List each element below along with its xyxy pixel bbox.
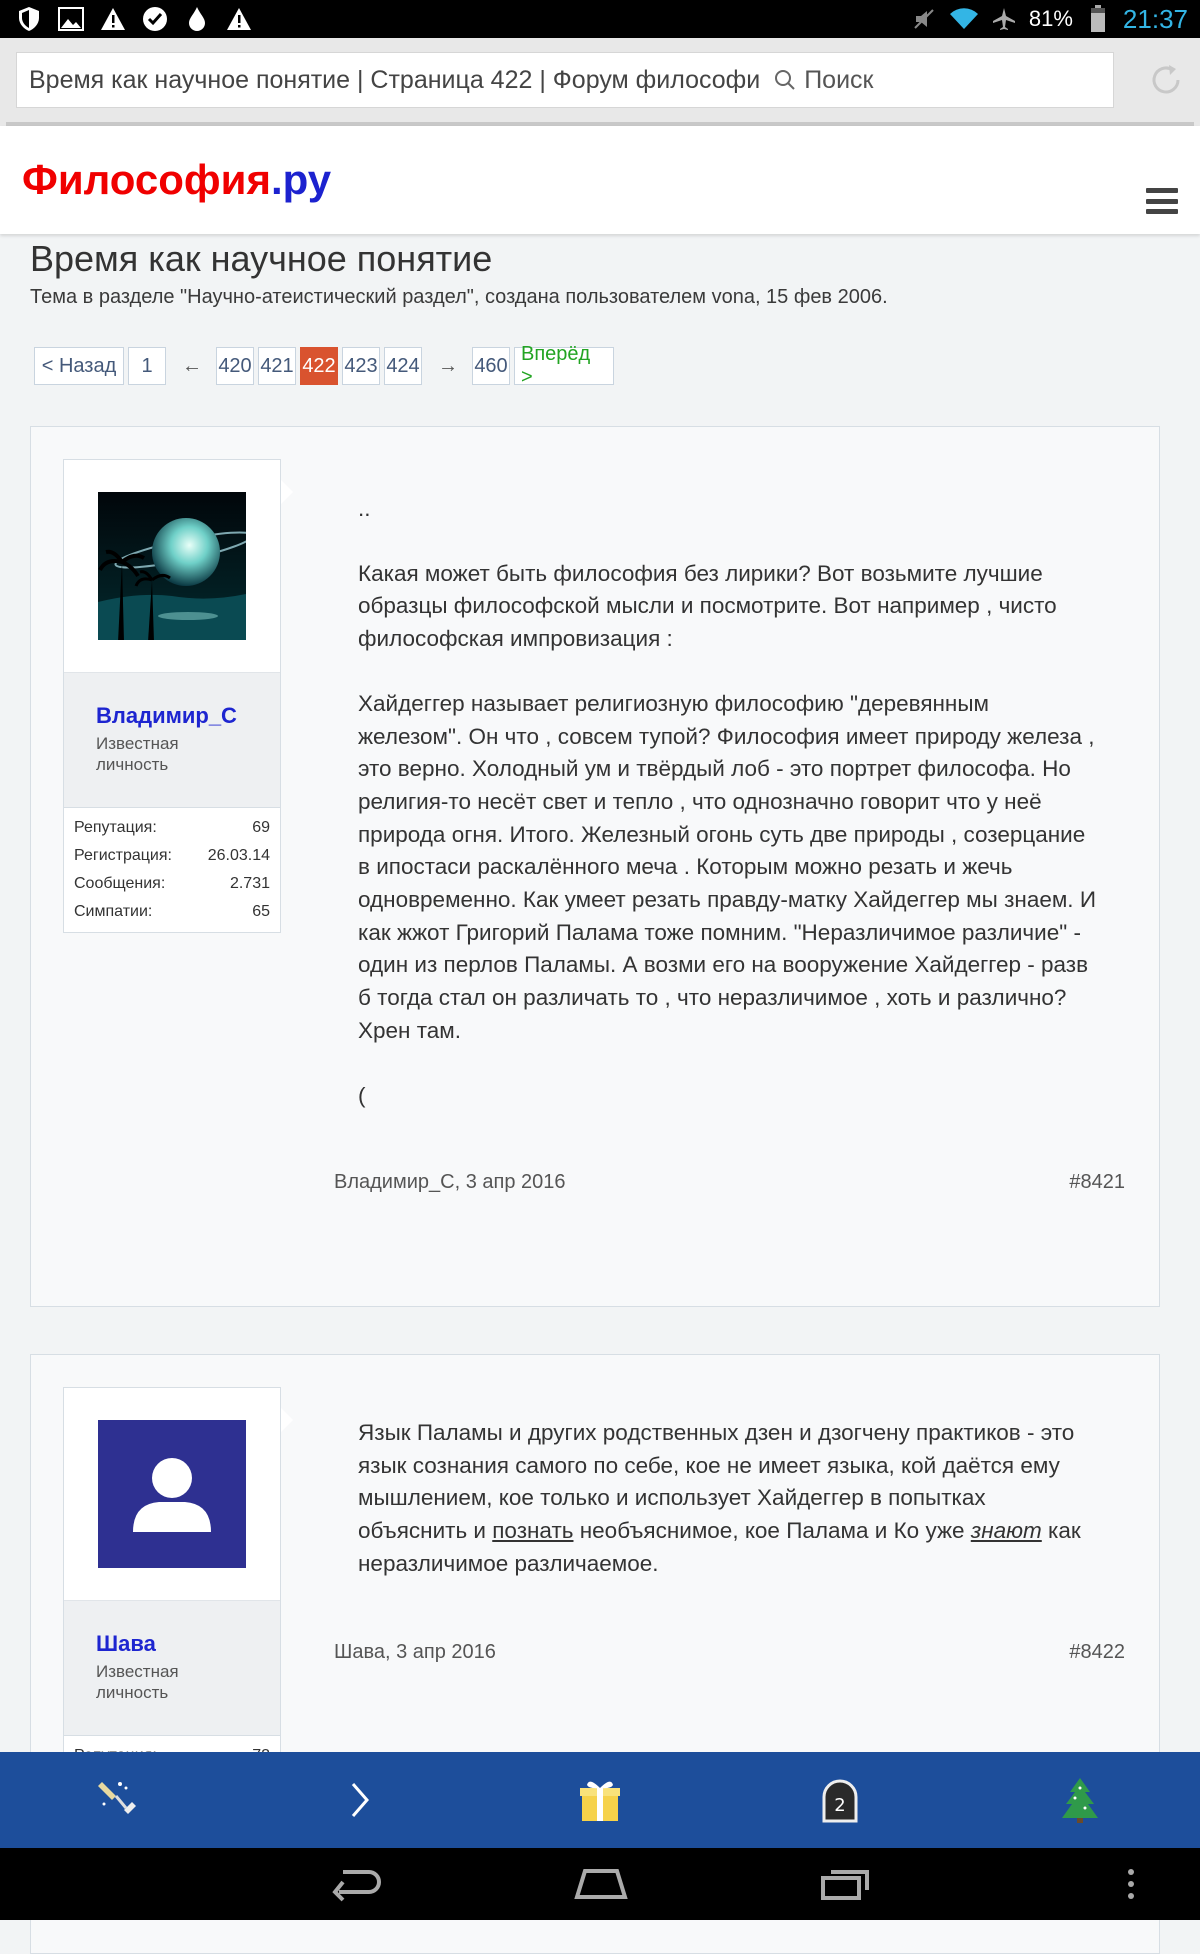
battery-icon [1083, 4, 1113, 34]
message-text: Язык Паламы и других родственных дзен и дзогчену практиков - это язык сознания самого по себе, кое не имеет языка, кой даётся ему мышлением, кое только и использует Хайдеггер в попытках объяснить и [358, 1420, 1075, 1544]
underlined-word: познать [492, 1518, 574, 1544]
post [30, 426, 1160, 1307]
stat-label: Симпатии: [74, 903, 153, 920]
message-text: как неразличимое различаемое. [358, 1518, 1081, 1576]
home-icon [571, 1867, 631, 1901]
page-link[interactable]: 424 [384, 347, 422, 385]
warning-icon [224, 4, 254, 34]
stat-row [74, 898, 270, 926]
user-title: Известная личность [96, 734, 179, 774]
mute-icon [909, 4, 939, 34]
search-field[interactable] [774, 66, 873, 95]
message-paragraph: Какая может быть философия без лирики? Вот возьмите лучшие образцы философской мысли и посмотрите. Вот например , чисто философская импровизация : [358, 560, 1057, 652]
message-paragraph: .. [358, 496, 371, 521]
user-stats [64, 807, 280, 932]
recents-icon [817, 1866, 873, 1902]
back-icon [329, 1866, 385, 1902]
page-link[interactable]: 423 [342, 347, 380, 385]
tree-button[interactable] [1040, 1760, 1120, 1840]
stat-row [74, 814, 270, 842]
logo-text-domain: .ру [271, 156, 332, 203]
wifi-icon [949, 4, 979, 34]
chevron-right-icon [345, 1780, 375, 1820]
stat-value: 69 [252, 819, 270, 836]
post-author-date[interactable]: Шава, 3 апр 2016 [334, 1641, 496, 1663]
reload-icon [1148, 62, 1184, 98]
back-button[interactable] [312, 1858, 402, 1910]
stat-value: 26.03.14 [207, 847, 270, 864]
tabs-button[interactable] [800, 1760, 880, 1840]
site-logo[interactable] [22, 156, 331, 204]
notification-icons [14, 4, 254, 34]
home-button[interactable] [556, 1858, 646, 1910]
tabs-counter-icon [818, 1777, 862, 1823]
check-badge-icon [140, 4, 170, 34]
avatar[interactable] [98, 1420, 246, 1568]
username-link[interactable]: Владимир_С [96, 703, 237, 728]
stat-row [74, 842, 270, 870]
address-bar[interactable] [16, 52, 1114, 108]
image-icon [56, 4, 86, 34]
champagne-button[interactable] [80, 1760, 160, 1840]
overflow-menu-button[interactable] [1116, 1858, 1146, 1910]
battery-percent: 81% [1028, 6, 1073, 31]
logo-text-main: Философия [22, 156, 271, 203]
stat-value: 65 [252, 903, 270, 920]
airplane-icon [989, 4, 1019, 34]
champagne-icon [96, 1776, 144, 1824]
shield-icon [14, 4, 44, 34]
message-paragraph: ( [358, 1082, 366, 1108]
system-indicators [909, 0, 1188, 38]
page-link-current[interactable]: 422 [300, 347, 338, 385]
forward-button[interactable] [320, 1760, 400, 1840]
page-link-first[interactable]: 1 [128, 347, 166, 385]
search-icon [774, 69, 796, 91]
stat-label: Сообщения: [74, 875, 166, 892]
overflow-icon [1127, 1868, 1135, 1900]
username-link[interactable]: Шава [96, 1631, 156, 1656]
thread-title: Время как научное понятие [30, 238, 493, 279]
clock: 21:37 [1122, 3, 1188, 34]
underlined-italic-word: знают [970, 1518, 1042, 1544]
page-link-last[interactable]: 460 [472, 347, 510, 385]
thread-description: Тема в разделе "Научно-атеистический раздел", создана пользователем vona, 15 фев 2006. [30, 286, 888, 308]
drop-icon [182, 4, 212, 34]
user-silhouette-icon [129, 1456, 215, 1532]
message-paragraph: Хайдеггер называет религиозную философию "деревянным железом". Он что , совсем тупой? Философия имеет природу железа , это верно. Холодный ум и твёрдый лоб - это портрет философа. Но религия-то несёт свет и тепло , что однозначно говорит что у неё природа огня. Итого. Железный огонь суть две природы , созерцание в ипостаси раскалённого меча . Которым можно резать и жечь одновременно. Как умеет резать правду-матку Хайдеггер мы знаем. И как жжот Григорий Палама тоже помним. "Неразличимое различие" - один из перлов Паламы. А возми его на вооружение Хайдеггер - разв б тогда стал он различать то , что неразличимое , хоть и различно? Хрен там. [358, 690, 1096, 1043]
user-info-panel [63, 459, 281, 933]
post-message [358, 1417, 1098, 1613]
user-info-panel [63, 1387, 281, 1777]
recents-button[interactable] [800, 1858, 890, 1910]
system-nav-bar [0, 1848, 1200, 1920]
stat-value: 2.731 [229, 875, 270, 892]
stat-label: Репутация: [74, 819, 157, 836]
stat-row [74, 870, 270, 898]
page-link[interactable]: 420 [216, 347, 254, 385]
browser-toolbar [0, 38, 1200, 126]
status-bar [0, 0, 1200, 38]
message-paragraph [358, 1417, 1098, 1581]
search-placeholder: Поиск [804, 65, 874, 94]
tree-icon [1060, 1776, 1100, 1824]
pagination-left-arrow[interactable]: ← [182, 354, 202, 377]
prev-page-button[interactable]: < Назад [34, 347, 124, 385]
reload-button[interactable] [1146, 60, 1186, 100]
page-title-in-address-bar[interactable]: Время как научное понятие | Страница 422 | Форум философи [29, 65, 761, 94]
avatar[interactable] [98, 492, 246, 640]
message-text: необъяснимое, кое Палама и Ко уже [573, 1518, 971, 1544]
app-bottom-toolbar [0, 1752, 1200, 1848]
post-permalink[interactable]: #8422 [1069, 1641, 1125, 1663]
svg-text:2: 2 [834, 1795, 846, 1816]
gift-icon [577, 1777, 623, 1823]
stat-label: Регистрация: [74, 847, 172, 864]
next-page-button[interactable]: Вперёд > [514, 347, 614, 385]
site-header [0, 126, 1200, 234]
pagination-right-arrow[interactable]: → [438, 354, 458, 377]
pagination [34, 343, 618, 388]
gift-button[interactable] [560, 1760, 640, 1840]
post-message [358, 493, 1098, 1144]
user-title: Известная личность [96, 1662, 179, 1702]
warning-icon [98, 4, 128, 34]
post-permalink[interactable]: #8421 [1069, 1171, 1125, 1193]
post-author-date[interactable]: Владимир_С, 3 апр 2016 [334, 1171, 566, 1193]
page-link[interactable]: 421 [258, 347, 296, 385]
menu-icon[interactable] [1146, 188, 1178, 214]
